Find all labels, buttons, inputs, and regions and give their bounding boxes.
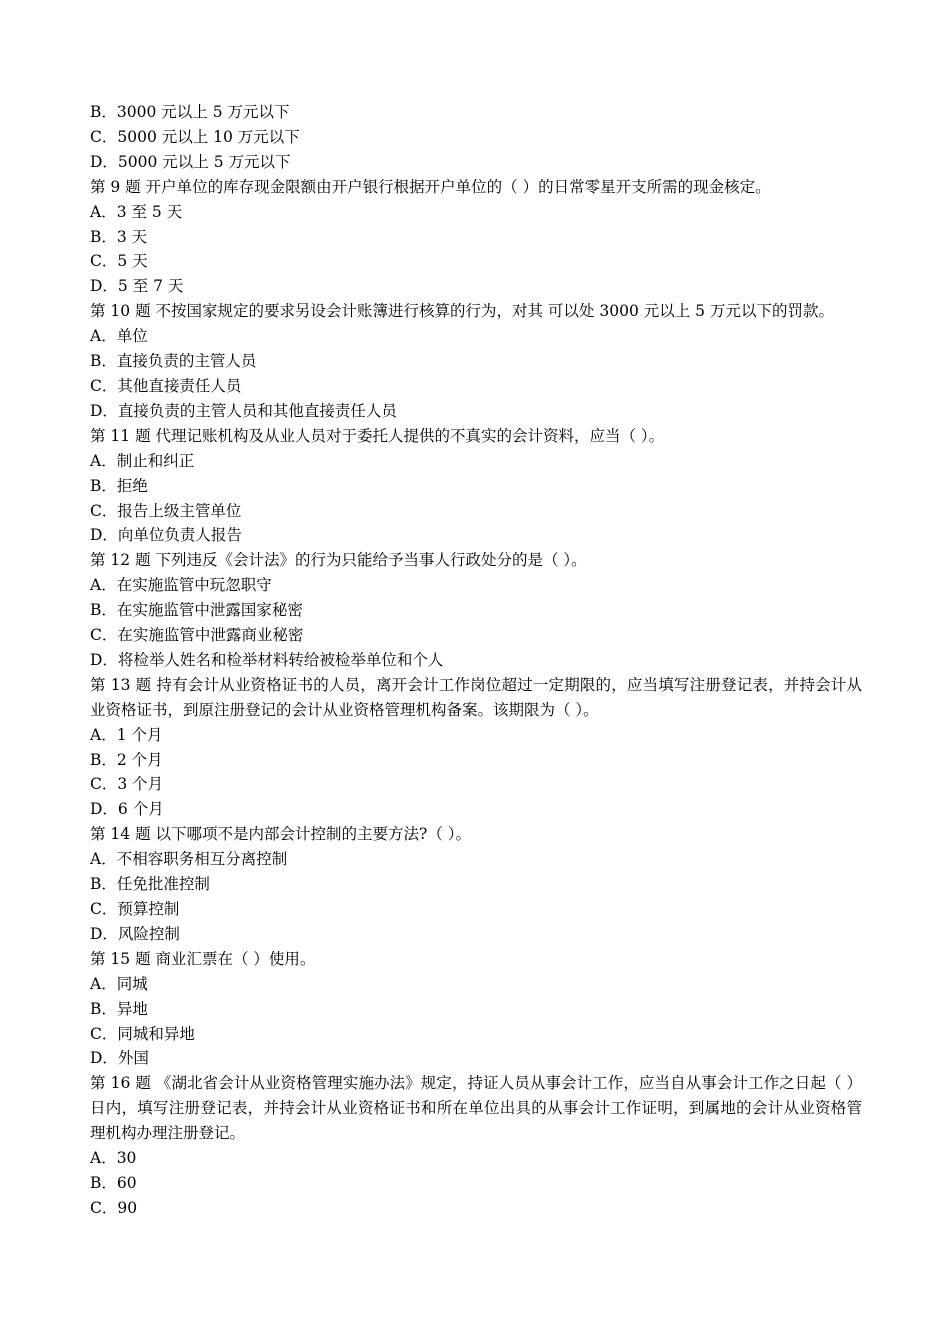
option-item: B．3 天 [90,227,148,246]
question-block [90,424,862,549]
question-block [90,822,862,947]
option-item: B．拒绝 [90,476,148,495]
option-item: C．预算控制 [90,900,180,918]
question-block [90,1071,862,1220]
question-text: 第 16 题 《湖北省会计从业资格管理实施办法》规定，持证人员从事会计工作，应当自从事会计工作之日起（ ）日内，填写注册登记表，并持会计从业资格证书和所在单位出具的从事会计工作证明，到属地的会计从业资格管理机构办理注册登记。 [90,1074,862,1143]
option-item: A．单位 [90,327,148,346]
option-item: B．2 个月 [90,750,163,769]
option-item: B．直接负责的主管人员 [90,352,257,371]
option-item: C．5 天 [90,252,148,271]
option-item: C．报告上级主管单位 [90,501,242,520]
question-text: 第 15 题 商业汇票在（ ）使用。 [90,949,316,968]
question-block [90,175,862,300]
option-item: C．3 个月 [90,775,164,794]
question-block [90,673,862,822]
option-item: D．5000 元以上 5 万元以下 [90,152,291,171]
option-item: C．90 [90,1198,138,1217]
option-item: C．其他直接责任人员 [90,376,242,395]
option-item: A．1 个月 [90,725,163,744]
option-item: D．将检举人姓名和检举材料转给被检举单位和个人 [90,650,444,669]
option-item: A．制止和纠正 [90,451,195,470]
option-item: A．3 至 5 天 [90,202,183,221]
question-text: 第 13 题 持有会计从业资格证书的人员，离开会计工作岗位超过一定期限的，应当填写注册登记表，并持会计从业资格证书，到原注册登记的会计从业资格管理机构备案。该期限为（ ）。 [90,675,862,719]
option-item: D．直接负责的主管人员和其他直接责任人员 [90,401,397,420]
option-item: B．3000 元以上 5 万元以下 [90,103,290,121]
question-block [90,947,862,1072]
option-item: D．风险控制 [90,924,180,943]
option-item: A．在实施监管中玩忽职守 [90,576,272,595]
option-item: A．不相容职务相互分离控制 [90,850,288,869]
question-text: 第 14 题 以下哪项不是内部会计控制的主要方法?（ ）。 [90,825,471,844]
option-item: D．外国 [90,1049,149,1068]
option-item: B．任免批准控制 [90,875,210,894]
option-item: D．5 至 7 天 [90,277,184,296]
question-text: 第 10 题 不按国家规定的要求另设会计账簿进行核算的行为，对其 可以处 3000 元以上 5 万元以下的罚款。 [90,302,834,321]
question-text: 第 12 题 下列违反《会计法》的行为只能给予当事人行政处分的是（ ）。 [90,551,587,570]
option-item: C．同城和异地 [90,1024,195,1043]
document-page [90,100,862,1221]
option-item: A．同城 [90,974,148,993]
question-text: 第 9 题 开户单位的库存现金限额由开户银行根据开户单位的（ ）的日常零星开支所需的现金核定。 [90,177,771,196]
question-text: 第 11 题 代理记账机构及从业人员对于委托人提供的不真实的会计资料，应当（ ）。 [90,426,665,445]
option-item: B．异地 [90,999,148,1018]
option-item: C．在实施监管中泄露商业秘密 [90,626,304,645]
option-item: B．在实施监管中泄露国家秘密 [90,601,303,620]
option-item: C．5000 元以上 10 万元以下 [90,127,300,146]
leading-options [90,100,862,175]
option-item: B．60 [90,1173,137,1192]
question-block [90,299,862,424]
option-item: D．向单位负责人报告 [90,526,242,545]
option-item: D．6 个月 [90,800,164,819]
option-item: A．30 [90,1149,137,1168]
question-block [90,548,862,673]
